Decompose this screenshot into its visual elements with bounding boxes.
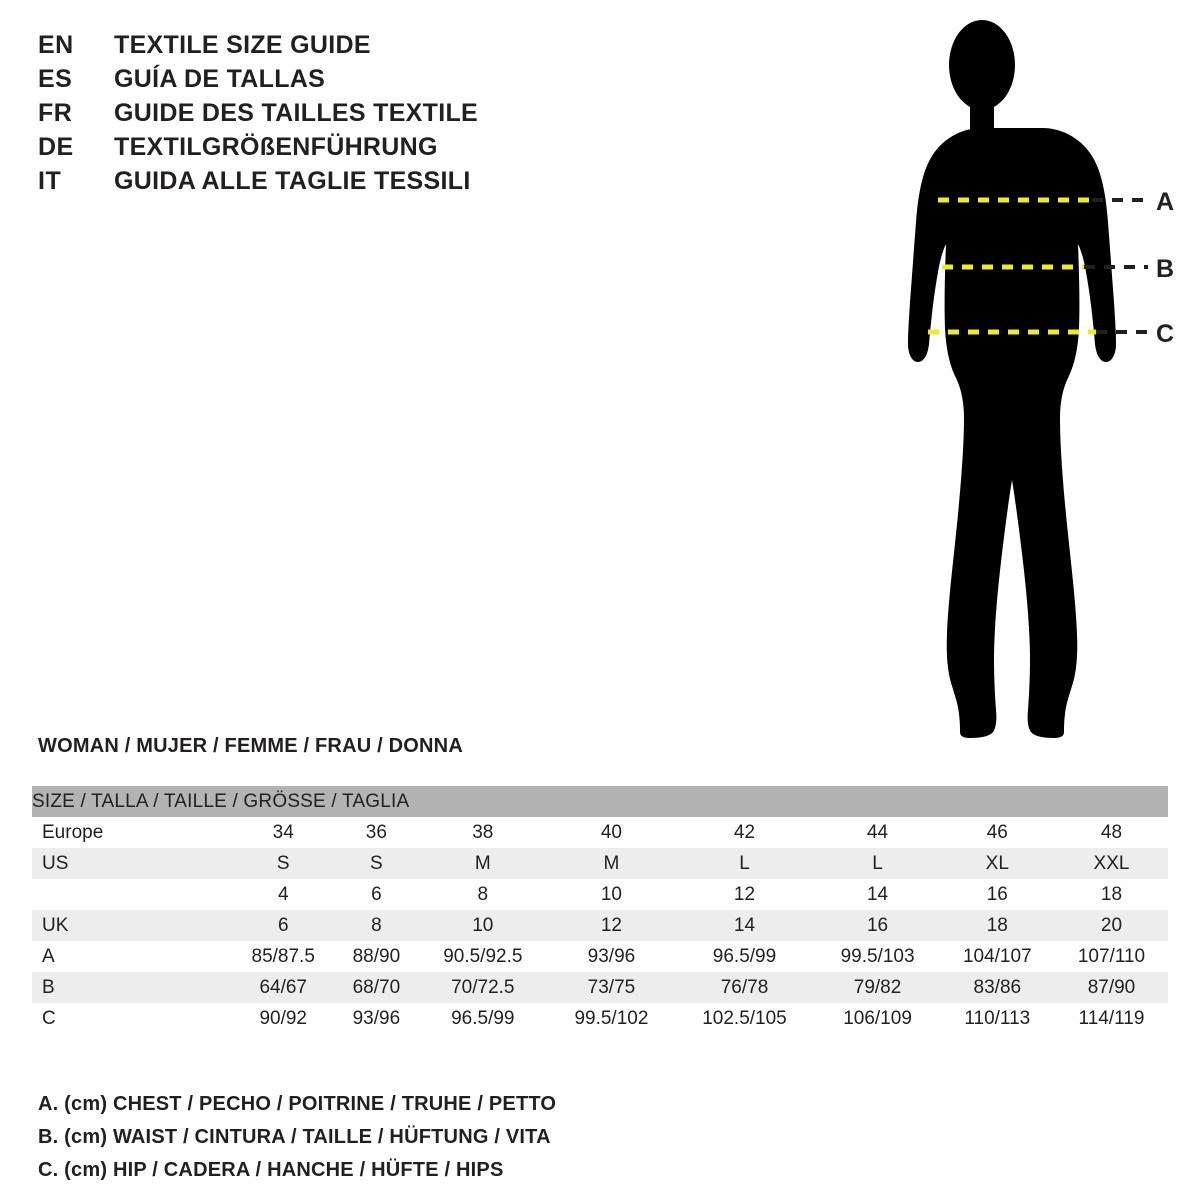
cell-usnum-0: 4 xyxy=(277,883,289,905)
table-row-a xyxy=(32,941,1168,972)
hip-marker-label: C xyxy=(1156,320,1175,348)
cell-europe-5: 44 xyxy=(866,821,889,843)
cell-a-3: 93/96 xyxy=(587,945,636,967)
cell-b-0: 64/67 xyxy=(259,976,307,998)
cell-b-1: 68/70 xyxy=(352,976,401,998)
cell-b-7: 87/90 xyxy=(1087,976,1136,998)
cell-uk-0: 6 xyxy=(277,914,289,936)
row-label-uk: UK xyxy=(42,914,69,936)
cell-c-2: 96.5/99 xyxy=(451,1007,515,1029)
table-row-c xyxy=(32,1003,1168,1034)
cell-usnum-4: 12 xyxy=(733,883,756,905)
cell-europe-3: 40 xyxy=(600,821,622,843)
legend-line-c: C. (cm) HIP / CADERA / HANCHE / HÜFTE / HIPS xyxy=(38,1159,504,1181)
cell-b-3: 73/75 xyxy=(587,976,636,998)
table-row-europe xyxy=(32,817,1168,848)
table-row-uk xyxy=(32,910,1168,941)
table-row-b xyxy=(32,972,1168,1003)
cell-b-5: 79/82 xyxy=(853,976,902,998)
cell-us-4: L xyxy=(739,852,750,874)
cell-a-2: 90.5/92.5 xyxy=(443,945,523,967)
cell-uk-7: 20 xyxy=(1100,914,1123,936)
language-title-list xyxy=(38,28,658,198)
language-code-fr: FR xyxy=(38,99,73,127)
cell-a-6: 104/107 xyxy=(962,945,1032,967)
cell-c-3: 99.5/102 xyxy=(574,1007,649,1029)
size-table xyxy=(32,786,1168,1034)
legend-line-a: A. (cm) CHEST / PECHO / POITRINE / TRUHE / PETTO xyxy=(38,1093,557,1115)
table-header-row xyxy=(32,786,1168,817)
cell-c-5: 106/109 xyxy=(843,1007,912,1029)
language-text-en: TEXTILE SIZE GUIDE xyxy=(114,31,371,59)
language-row-es xyxy=(38,62,658,96)
language-text-it: GUIDA ALLE TAGLIE TESSILI xyxy=(114,167,471,195)
cell-c-0: 90/92 xyxy=(259,1007,307,1029)
language-text-fr: GUIDE DES TAILLES TEXTILE xyxy=(114,99,479,127)
cell-europe-0: 34 xyxy=(272,821,294,843)
measurement-legend xyxy=(38,1088,738,1187)
language-code-de: DE xyxy=(38,133,74,161)
cell-usnum-3: 10 xyxy=(600,883,622,905)
cell-a-7: 107/110 xyxy=(1077,945,1146,967)
cell-us-2: M xyxy=(474,852,491,874)
table-row-us-numeric xyxy=(32,879,1168,910)
cell-a-5: 99.5/103 xyxy=(840,945,915,967)
cell-a-1: 88/90 xyxy=(352,945,401,967)
cell-uk-6: 18 xyxy=(986,914,1008,936)
cell-usnum-1: 6 xyxy=(371,883,382,905)
woman-silhouette-icon xyxy=(860,10,1190,750)
cell-europe-1: 36 xyxy=(365,821,387,843)
cell-us-0: S xyxy=(276,852,290,874)
language-row-de xyxy=(38,130,658,164)
cell-usnum-7: 18 xyxy=(1100,883,1123,905)
cell-us-7: XXL xyxy=(1093,852,1130,874)
cell-b-6: 83/86 xyxy=(973,976,1022,998)
cell-uk-4: 14 xyxy=(733,914,756,936)
row-label-b: B xyxy=(42,976,55,998)
cell-c-4: 102.5/105 xyxy=(702,1007,787,1029)
cell-uk-5: 16 xyxy=(866,914,889,936)
cell-us-1: S xyxy=(370,852,383,874)
cell-uk-1: 8 xyxy=(371,914,382,936)
cell-a-4: 96.5/99 xyxy=(712,945,777,967)
language-row-it xyxy=(38,164,658,198)
row-label-c: C xyxy=(42,1007,56,1029)
cell-us-6: XL xyxy=(985,852,1009,874)
cell-usnum-6: 16 xyxy=(986,883,1008,905)
cell-europe-6: 46 xyxy=(986,821,1008,843)
cell-b-4: 76/78 xyxy=(720,976,769,998)
cell-usnum-5: 14 xyxy=(866,883,889,905)
cell-us-5: L xyxy=(872,852,883,874)
table-header-label: SIZE / TALLA / TAILLE / GRÖSSE / TAGLIA xyxy=(32,790,410,812)
cell-c-1: 93/96 xyxy=(352,1007,401,1029)
language-text-de: TEXTILGRÖßENFÜHRUNG xyxy=(114,133,438,161)
cell-uk-3: 12 xyxy=(600,914,622,936)
waist-marker-label: B xyxy=(1156,255,1175,283)
language-row-fr xyxy=(38,96,658,130)
cell-a-0: 85/87.5 xyxy=(251,945,315,967)
language-code-it: IT xyxy=(38,167,62,195)
cell-us-3: M xyxy=(603,852,620,874)
row-label-a: A xyxy=(42,945,55,967)
figure-illustration xyxy=(860,10,1190,750)
language-row-en xyxy=(38,28,658,62)
language-code-es: ES xyxy=(38,65,73,93)
section-title: WOMAN / MUJER / FEMME / FRAU / DONNA xyxy=(38,735,463,757)
cell-europe-4: 42 xyxy=(733,821,756,843)
cell-europe-7: 48 xyxy=(1100,821,1123,843)
row-label-europe: Europe xyxy=(42,821,104,843)
table-row-us xyxy=(32,848,1168,879)
chest-marker-label: A xyxy=(1156,188,1175,216)
row-label-us: US xyxy=(42,852,69,874)
cell-b-2: 70/72.5 xyxy=(451,976,515,998)
language-code-en: EN xyxy=(38,31,74,59)
cell-uk-2: 10 xyxy=(472,914,494,936)
row-label-us-numeric xyxy=(32,879,230,910)
cell-usnum-2: 8 xyxy=(477,883,489,905)
cell-c-6: 110/113 xyxy=(964,1007,1031,1029)
legend-line-b: B. (cm) WAIST / CINTURA / TAILLE / HÜFTUNG / VITA xyxy=(38,1126,551,1148)
cell-europe-2: 38 xyxy=(472,821,494,843)
cell-c-7: 114/119 xyxy=(1078,1007,1145,1029)
language-text-es: GUÍA DE TALLAS xyxy=(114,65,326,93)
